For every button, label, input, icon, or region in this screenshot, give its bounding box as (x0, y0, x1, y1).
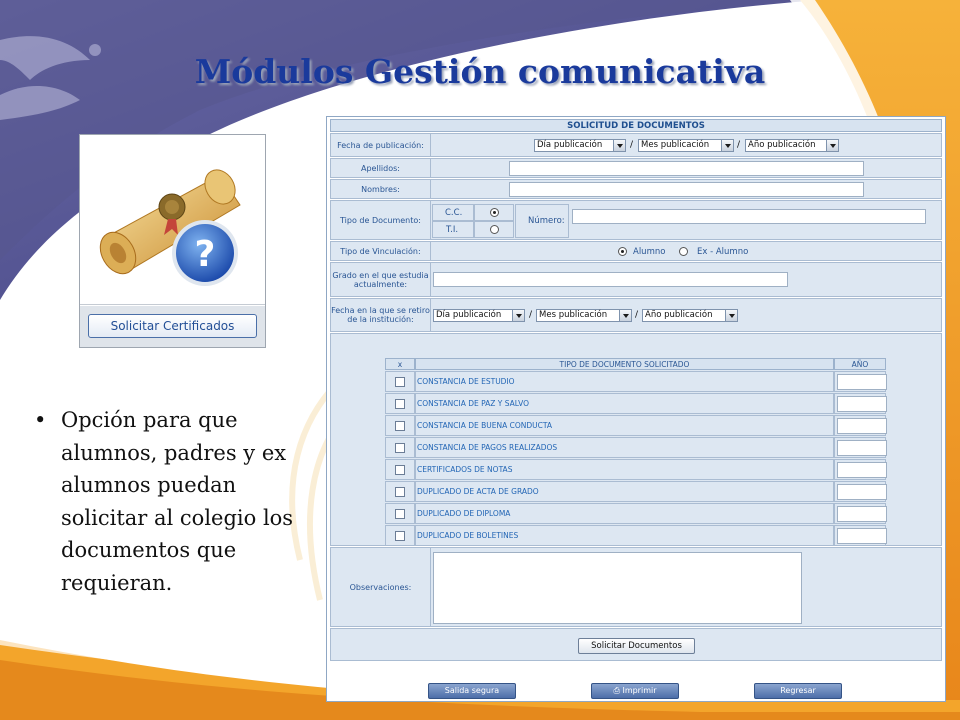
alumno-label: Alumno (633, 247, 666, 257)
salida-segura-button[interactable]: Salida segura (428, 683, 516, 699)
document-name: CONSTANCIA DE ESTUDIO (415, 371, 834, 392)
ti-radio[interactable] (490, 225, 499, 234)
numero-input[interactable] (572, 209, 926, 224)
document-year-input[interactable] (837, 506, 887, 522)
bullet-text: Opción para que alumnos, padres y ex alumnos puedan solicitar al colegio los documentos que requieran. (61, 408, 294, 595)
chevron-down-icon (512, 310, 524, 321)
cc-radio-cell (474, 204, 514, 221)
observaciones-label: Observaciones: (331, 548, 431, 626)
chevron-down-icon (619, 310, 631, 321)
document-checkbox[interactable] (395, 399, 405, 409)
document-year-input[interactable] (837, 462, 887, 478)
fecha-publicacion-row (330, 133, 942, 157)
solicitar-certificados-button[interactable]: Solicitar Certificados (88, 314, 257, 338)
imprimir-label: Imprimir (622, 686, 657, 695)
document-year-input[interactable] (837, 528, 887, 544)
form-header: SOLICITUD DE DOCUMENTOS (330, 119, 942, 132)
printer-icon: ⎙ (613, 686, 620, 695)
document-name: CONSTANCIA DE BUENA CONDUCTA (415, 415, 834, 436)
col-ano-header: AÑO (834, 358, 886, 370)
document-name: DUPLICADO DE DIPLOMA (415, 503, 834, 524)
solicitud-documentos-form (326, 116, 946, 702)
svg-text:?: ? (194, 234, 216, 275)
document-name: CERTIFICADOS DE NOTAS (415, 459, 834, 480)
cc-option-cell (432, 204, 474, 221)
retiro-mes-select[interactable] (536, 309, 632, 322)
fecha-publicacion-label: Fecha de publicación: (331, 134, 431, 156)
document-name: DUPLICADO DE ACTA DE GRADO (415, 481, 834, 502)
diploma-scroll-question-icon (80, 135, 265, 305)
document-checkbox[interactable] (395, 531, 405, 541)
fecha-retiro-label: Fecha en la que se retiro de la institución: (331, 299, 431, 331)
date-separator: / (737, 140, 741, 150)
tipo-documento-row (330, 200, 942, 240)
date-separator: / (635, 310, 639, 320)
ex-alumno-label: Ex - Alumno (697, 247, 749, 257)
table-row (385, 437, 887, 458)
bullet-dot: • (34, 408, 47, 432)
retiro-ano-value: Año publicación (645, 310, 713, 320)
retiro-dia-value: Día publicación (436, 310, 502, 320)
date-separator: / (630, 140, 634, 150)
bullet-point (34, 404, 309, 599)
chevron-down-icon (613, 140, 625, 151)
col-x-header: x (385, 358, 415, 370)
cc-label: C.C. (445, 208, 463, 218)
fecha-retiro-row (330, 298, 942, 332)
table-row (385, 525, 887, 546)
observaciones-textarea[interactable] (433, 552, 802, 624)
document-name: CONSTANCIA DE PAGOS REALIZADOS (415, 437, 834, 458)
tipo-vinculacion-label: Tipo de Vinculación: (331, 242, 431, 260)
document-year-input[interactable] (837, 484, 887, 500)
document-year-input[interactable] (837, 418, 887, 434)
regresar-button[interactable]: Regresar (754, 683, 842, 699)
nombres-label: Nombres: (331, 180, 431, 198)
table-row (385, 415, 887, 436)
table-row (385, 481, 887, 502)
grado-row (330, 262, 942, 297)
date-separator: / (529, 310, 533, 320)
retiro-ano-select[interactable] (642, 309, 738, 322)
nombres-input[interactable] (509, 182, 864, 197)
chevron-down-icon (826, 140, 838, 151)
apellidos-input[interactable] (509, 161, 864, 176)
table-row (385, 371, 887, 392)
certificate-button-area (80, 306, 265, 347)
observaciones-row (330, 547, 942, 627)
tipo-vinculacion-row (330, 241, 942, 261)
document-year-input[interactable] (837, 440, 887, 456)
solicitar-documentos-button[interactable]: Solicitar Documentos (578, 638, 695, 654)
ex-alumno-radio[interactable] (679, 247, 688, 256)
fecha-dia-value: Día publicación (537, 140, 603, 150)
grado-label: Grado en el que estudia actualmente: (331, 263, 431, 296)
retiro-dia-select[interactable] (433, 309, 525, 322)
table-row (385, 503, 887, 524)
ti-option-cell (432, 221, 474, 238)
slide-title: Módulos Gestión comunicativa (194, 52, 766, 91)
document-checkbox[interactable] (395, 465, 405, 475)
col-tipo-header: TIPO DE DOCUMENTO SOLICITADO (415, 358, 834, 370)
chevron-down-icon (725, 310, 737, 321)
ti-radio-cell (474, 221, 514, 238)
ti-label: T.I. (446, 225, 459, 235)
chevron-down-icon (721, 140, 733, 151)
retiro-mes-value: Mes publicación (539, 310, 608, 320)
document-year-input[interactable] (837, 374, 887, 390)
cc-radio[interactable] (490, 208, 499, 217)
alumno-radio[interactable] (618, 247, 627, 256)
document-name: CONSTANCIA DE PAZ Y SALVO (415, 393, 834, 414)
apellidos-row (330, 158, 942, 178)
apellidos-label: Apellidos: (331, 159, 431, 177)
certificate-panel (79, 134, 266, 348)
fecha-ano-value: Año publicación (748, 140, 816, 150)
nombres-row (330, 179, 942, 199)
table-row (385, 459, 887, 480)
fecha-mes-value: Mes publicación (641, 140, 710, 150)
document-checkbox[interactable] (395, 443, 405, 453)
document-checkbox[interactable] (395, 487, 405, 497)
tipo-documento-label: Tipo de Documento: (331, 201, 431, 239)
document-year-input[interactable] (837, 396, 887, 412)
document-checkbox[interactable] (395, 377, 405, 387)
table-row (385, 393, 887, 414)
numero-label: Número: (528, 216, 565, 226)
document-checkbox[interactable] (395, 421, 405, 431)
fecha-mes-select[interactable] (638, 139, 734, 152)
document-checkbox[interactable] (395, 509, 405, 519)
document-name: DUPLICADO DE BOLETINES (415, 525, 834, 546)
fecha-ano-select[interactable] (745, 139, 839, 152)
grado-input[interactable] (433, 272, 788, 287)
fecha-dia-select[interactable] (534, 139, 626, 152)
numero-label-cell (515, 204, 569, 238)
imprimir-button[interactable] (591, 683, 679, 699)
submit-row (330, 628, 942, 661)
